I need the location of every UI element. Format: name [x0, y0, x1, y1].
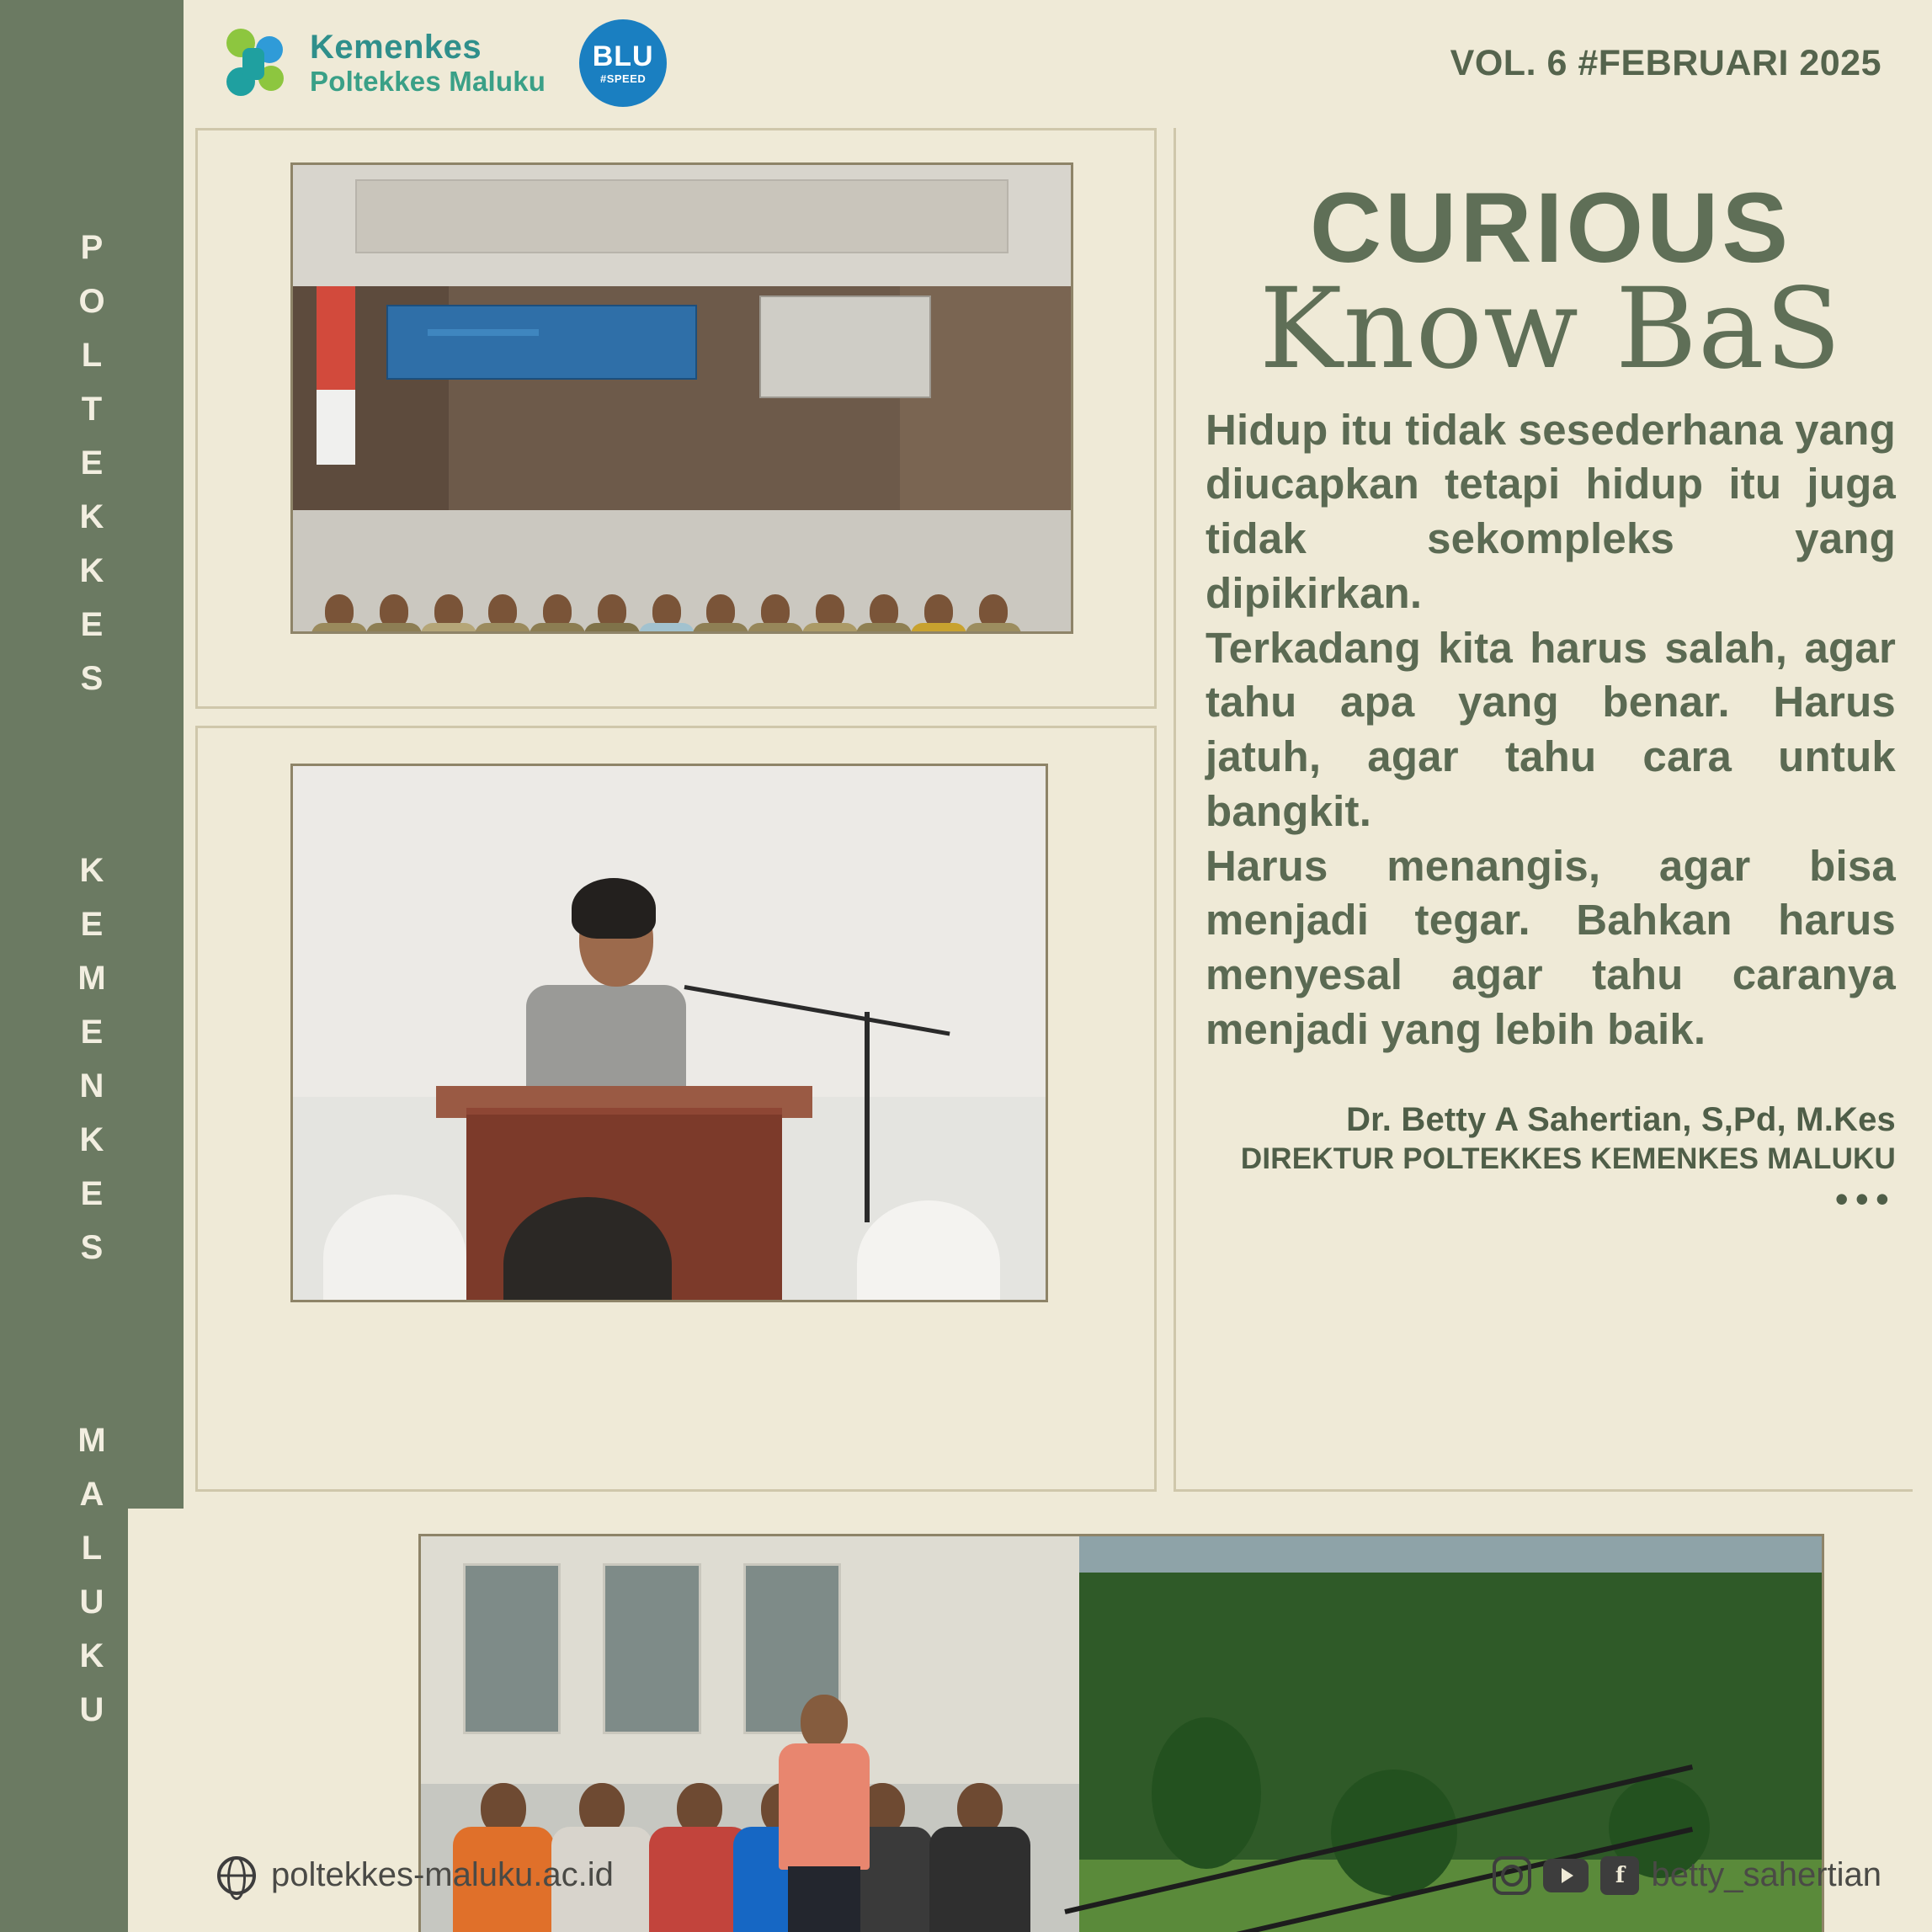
quote-paragraph-3: Harus menangis, agar bisa menjadi tegar. Bahkan harus menyesal agar tahu caranya menjadi yang lebih baik. — [1206, 841, 1896, 1054]
youtube-icon[interactable] — [1543, 1859, 1589, 1892]
panel-mid-left — [195, 726, 1157, 1492]
social-links[interactable] — [1493, 1856, 1881, 1895]
content-area — [195, 128, 1913, 1812]
decorative-dots: ••• — [1834, 1176, 1896, 1221]
facebook-icon[interactable]: f — [1600, 1856, 1639, 1895]
brand-name-line2: Poltekkes Maluku — [310, 65, 546, 97]
globe-icon — [217, 1856, 256, 1895]
instagram-icon[interactable] — [1493, 1856, 1531, 1895]
social-handle: betty_sahertian — [1651, 1856, 1881, 1893]
headline-curious: CURIOUS — [1309, 173, 1792, 284]
quote-block — [1206, 403, 1896, 1057]
volume-label: VOL. 6 #FEBRUARI 2025 — [1450, 42, 1881, 83]
website-label: poltekkes-maluku.ac.id — [271, 1856, 614, 1893]
director-speech-podium-photo — [290, 764, 1048, 1302]
author-name: Dr. Betty A Sahertian, S,Pd, M.Kes — [1346, 1100, 1896, 1138]
side-band-word-kemenkes: KEMENKES — [73, 852, 110, 1284]
side-band-word-maluku: MALUKU — [73, 1421, 110, 1745]
attribution — [1206, 1100, 1896, 1221]
quote-paragraph-2: Terkadang kita harus salah, agar tahu apa yang benar. Harus jatuh, agar tahu cara untuk bangkit. — [1206, 623, 1896, 835]
website-link[interactable] — [217, 1856, 614, 1895]
side-band-word-poltekkes: POLTEKKES — [73, 229, 110, 715]
header — [184, 0, 1932, 126]
kemenkes-cross-icon — [217, 24, 295, 102]
author-role: DIREKTUR POLTEKKES KEMENKES MALUKU — [1240, 1142, 1896, 1175]
blu-badge-icon — [579, 19, 667, 107]
quote-paragraph-1: Hidup itu tidak sesederhana yang diucapkan tetapi hidup itu juga tidak sekompleks yang dipikirkan. — [1206, 405, 1896, 617]
brand-logo — [217, 19, 667, 107]
brand-name-line1: Kemenkes — [310, 29, 482, 67]
footer — [184, 1818, 1932, 1932]
brand-logo-text — [310, 29, 546, 98]
headline-know-bas: Know BaS — [1259, 264, 1843, 394]
blu-badge-line1: BLU — [592, 40, 654, 72]
panel-top-left — [195, 128, 1157, 709]
editorial-column — [1206, 173, 1896, 1221]
blu-badge-line2: #SPEED — [599, 72, 647, 85]
group-ceremony-photo — [290, 162, 1073, 634]
